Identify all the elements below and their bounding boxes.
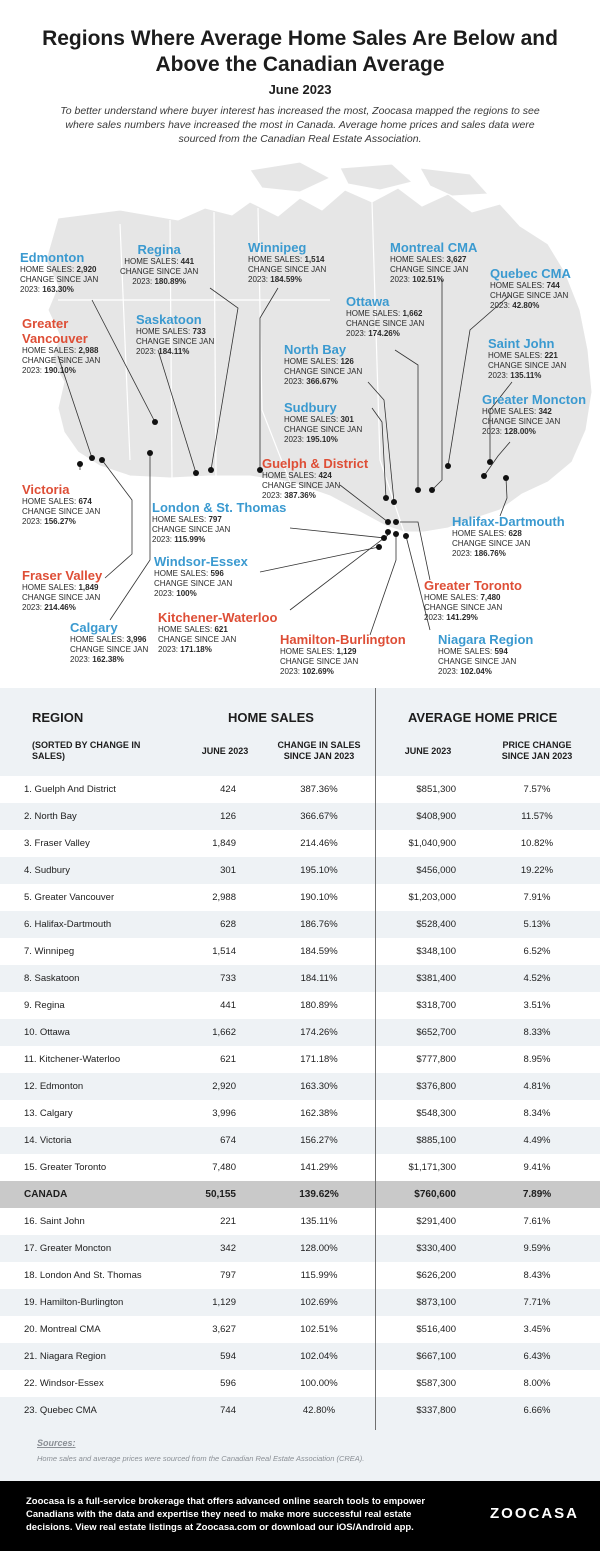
cell-avg-price: $1,040,900	[408, 838, 456, 849]
region-halifax: Halifax-Dartmouth HOME SALES: 628 CHANGE SINCE JAN 2023: 186.76%	[452, 514, 565, 558]
cell-sales-change: 162.38%	[300, 1108, 338, 1119]
cell-avg-price: $318,700	[416, 1000, 456, 1011]
table-row	[0, 803, 600, 830]
region-winnipeg: Winnipeg HOME SALES: 1,514 CHANGE SINCE JAN 2023: 184.59%	[248, 240, 327, 284]
cell-price-change: 7.71%	[523, 1297, 551, 1308]
cell-price-change: 9.41%	[523, 1162, 551, 1173]
table-row	[0, 1100, 600, 1127]
region-name: Fraser Valley	[22, 568, 103, 583]
region-sudbury: Sudbury HOME SALES: 301 CHANGE SINCE JAN 2023: 195.10%	[284, 400, 363, 444]
region-name: Niagara Region	[438, 632, 534, 647]
cell-home-sales: 594	[220, 1351, 236, 1362]
cell-region: 13. Calgary	[24, 1108, 73, 1119]
region-name: Victoria	[22, 482, 70, 497]
region-name: Guelph & District	[262, 456, 369, 471]
cell-home-sales: 628	[220, 919, 236, 930]
cell-region: 5. Greater Vancouver	[24, 892, 115, 903]
table-row	[0, 1208, 600, 1235]
cell-home-sales: 126	[220, 811, 236, 822]
table-row	[0, 1154, 600, 1181]
cell-region: 4. Sudbury	[24, 865, 70, 876]
cell-region: 23. Quebec CMA	[24, 1405, 97, 1416]
cell-avg-price: $851,300	[416, 784, 456, 795]
table-row	[0, 1262, 600, 1289]
cell-price-change: 3.45%	[523, 1324, 551, 1335]
dot-hamilton	[393, 531, 399, 537]
cell-region: 1. Guelph And District	[24, 784, 116, 795]
region-quebec: Quebec CMA HOME SALES: 744 CHANGE SINCE JAN 2023: 42.80%	[490, 266, 571, 310]
cell-price-change: 7.89%	[522, 1189, 552, 1200]
sources-label: Sources:	[37, 1438, 76, 1448]
cell-avg-price: $885,100	[416, 1135, 456, 1146]
cell-sales-change: 139.62%	[299, 1189, 339, 1200]
data-table	[0, 688, 600, 1430]
dot-halifax	[503, 475, 509, 481]
cell-home-sales: 221	[220, 1216, 236, 1227]
cell-sales-change: 115.99%	[300, 1270, 338, 1281]
header-change-sales: CHANGE IN SALES SINCE JAN 2023	[277, 740, 361, 761]
region-name: Regina	[137, 242, 181, 257]
region-name: Quebec CMA	[490, 266, 571, 281]
region-ottawa: Ottawa HOME SALES: 1,662 CHANGE SINCE JAN 2023: 174.26%	[346, 294, 425, 338]
cell-avg-price: $337,800	[416, 1405, 456, 1416]
dot-windsor	[376, 544, 382, 550]
cell-price-change: 19.22%	[520, 865, 554, 876]
region-name: Montreal CMA	[390, 240, 478, 255]
region-fraser-valley: Fraser Valley HOME SALES: 1,849 CHANGE SINCE JAN 2023: 214.46%	[22, 568, 103, 612]
cell-region: 8. Saskatoon	[24, 973, 80, 984]
cell-price-change: 7.57%	[523, 784, 551, 795]
table-row	[0, 884, 600, 911]
dot-guelph	[385, 519, 391, 525]
footer	[0, 1481, 600, 1551]
cell-sales-change: 42.80%	[302, 1405, 336, 1416]
dot-london	[381, 535, 387, 541]
region-montreal: Montreal CMA HOME SALES: 3,627 CHANGE SINCE JAN 2023: 102.51%	[390, 240, 478, 284]
header-region: REGION	[32, 710, 84, 725]
cell-home-sales: 441	[220, 1000, 236, 1011]
table-row	[0, 1127, 600, 1154]
cell-avg-price: $1,171,300	[408, 1162, 456, 1173]
region-hamilton: Hamilton-Burlington HOME SALES: 1,129 CHANGE SINCE JAN 2023: 102.69%	[280, 632, 406, 676]
region-greater-vancouver: Greater Vancouver HOME SALES: 2,988 CHANGE SINCE JAN 2023: 190.10%	[22, 316, 122, 376]
region-london: London & St. Thomas HOME SALES: 797 CHANGE SINCE JAN 2023: 115.99%	[152, 500, 287, 544]
cell-sales-change: 174.26%	[300, 1027, 338, 1038]
cell-price-change: 6.43%	[523, 1351, 551, 1362]
header-region-sub: (SORTED BY CHANGE IN SALES)	[32, 740, 141, 761]
region-name: Sudbury	[284, 400, 337, 415]
cell-price-change: 7.91%	[523, 892, 551, 903]
cell-region: 22. Windsor-Essex	[24, 1378, 104, 1389]
cell-sales-change: 387.36%	[300, 784, 338, 795]
table-row	[0, 965, 600, 992]
region-name: Calgary	[70, 620, 118, 635]
column-divider	[375, 688, 376, 1430]
table-row	[0, 1046, 600, 1073]
cell-price-change: 8.34%	[523, 1108, 551, 1119]
table-header	[0, 688, 600, 776]
cell-price-change: 6.66%	[523, 1405, 551, 1416]
cell-sales-change: 184.11%	[300, 973, 338, 984]
cell-sales-change: 135.11%	[300, 1216, 338, 1227]
island-north-2	[340, 164, 412, 190]
header-avg-price: AVERAGE HOME PRICE	[408, 710, 558, 725]
leader-hamilton	[370, 535, 396, 635]
cell-sales-change: 156.27%	[300, 1135, 338, 1146]
dot-sudbury	[383, 495, 389, 501]
cell-home-sales: 342	[220, 1243, 236, 1254]
table-row	[0, 992, 600, 1019]
region-name: Edmonton	[20, 250, 85, 265]
cell-home-sales: 3,996	[212, 1108, 236, 1119]
table-row	[0, 857, 600, 884]
table-row	[0, 1289, 600, 1316]
zoocasa-logo: ZOOCASA	[490, 1505, 579, 1522]
island-north-1	[250, 162, 330, 192]
sources	[0, 1430, 600, 1481]
table-row	[0, 1073, 600, 1100]
region-name: Saskatoon	[136, 312, 202, 327]
region-north-bay: North Bay HOME SALES: 126 CHANGE SINCE JAN 2023: 366.67%	[284, 342, 363, 386]
cell-price-change: 11.57%	[521, 811, 553, 822]
cell-price-change: 4.81%	[523, 1081, 551, 1092]
cell-sales-change: 102.04%	[300, 1351, 338, 1362]
cell-home-sales: 674	[220, 1135, 236, 1146]
cell-avg-price: $330,400	[416, 1243, 456, 1254]
cell-avg-price: $777,800	[416, 1054, 456, 1065]
region-name: North Bay	[284, 342, 347, 357]
leader-london	[290, 528, 385, 538]
cell-home-sales: 797	[220, 1270, 236, 1281]
dot-niagara	[403, 533, 409, 539]
dot-regina	[208, 467, 214, 473]
dot-saskatoon	[193, 470, 199, 476]
cell-price-change: 4.49%	[523, 1135, 551, 1146]
cell-avg-price: $587,300	[416, 1378, 456, 1389]
dot-north-bay	[391, 499, 397, 505]
region-name: Winnipeg	[248, 240, 307, 255]
cell-avg-price: $528,400	[416, 919, 456, 930]
cell-home-sales: 1,662	[212, 1027, 236, 1038]
cell-price-change: 9.59%	[523, 1243, 551, 1254]
region-name: Ottawa	[346, 294, 390, 309]
page-subtitle: June 2023	[268, 82, 332, 97]
cell-avg-price: $516,400	[416, 1324, 456, 1335]
dot-edmonton	[152, 419, 158, 425]
cell-region: 14. Victoria	[24, 1135, 72, 1146]
region-name: London & St. Thomas	[152, 500, 287, 515]
leader-fraser	[102, 460, 132, 578]
cell-region: 9. Regina	[24, 1000, 65, 1011]
cell-price-change: 5.13%	[523, 919, 551, 930]
region-name: Saint John	[488, 336, 555, 351]
dot-moncton	[487, 459, 493, 465]
leader-kitchener	[290, 535, 388, 610]
cell-sales-change: 195.10%	[300, 865, 338, 876]
cell-avg-price: $376,800	[416, 1081, 456, 1092]
dot-montreal	[429, 487, 435, 493]
canada-map	[0, 160, 600, 688]
header-price-change: PRICE CHANGE SINCE JAN 2023	[501, 740, 573, 761]
table-row-canada	[0, 1181, 600, 1208]
cell-sales-change: 102.51%	[300, 1324, 338, 1335]
region-saint-john: Saint John HOME SALES: 221 CHANGE SINCE JAN 2023: 135.11%	[488, 336, 567, 380]
page-title: Regions Where Average Home Sales Are Below and Above the Canadian Average	[42, 27, 558, 76]
header-june-price: JUNE 2023	[404, 746, 452, 756]
cell-home-sales: 596	[220, 1378, 236, 1389]
cell-avg-price: $348,100	[416, 946, 456, 957]
cell-avg-price: $667,100	[416, 1351, 456, 1362]
cell-sales-change: 190.10%	[300, 892, 338, 903]
table-row	[0, 830, 600, 857]
sources-text: Home sales and average prices were sourced from the Canadian Real Estate Association (CREA).	[37, 1454, 365, 1463]
cell-sales-change: 128.00%	[300, 1243, 338, 1254]
cell-home-sales: 733	[220, 973, 236, 984]
cell-price-change: 7.61%	[523, 1216, 551, 1227]
region-greater-moncton: Greater Moncton HOME SALES: 342 CHANGE SINCE JAN 2023: 128.00%	[482, 392, 587, 436]
region-name: Hamilton-Burlington	[280, 632, 406, 647]
cell-region: 18. London And St. Thomas	[24, 1270, 142, 1281]
cell-sales-change: 214.46%	[300, 838, 338, 849]
region-name: Greater Moncton	[482, 392, 587, 407]
cell-region: 21. Niagara Region	[24, 1351, 106, 1362]
cell-avg-price: $873,100	[416, 1297, 456, 1308]
cell-sales-change: 163.30%	[300, 1081, 338, 1092]
cell-home-sales: 424	[220, 784, 236, 795]
footer-text: Zoocasa is a full-service brokerage that offers advanced online search tools to empower Canadians with the data and expertise they need to make more successful real estate decisions. View real estate listings at Zoocasa.com or download our iOS/Android app.	[26, 1496, 426, 1533]
cell-avg-price: $408,900	[416, 811, 456, 822]
region-edmonton: Edmonton HOME SALES: 2,920 CHANGE SINCE JAN 2023: 163.30%	[20, 250, 99, 294]
cell-avg-price: $626,200	[416, 1270, 456, 1281]
region-greater-toronto: Greater Toronto HOME SALES: 7,480 CHANGE SINCE JAN 2023: 141.29%	[424, 578, 522, 622]
cell-home-sales: 2,920	[212, 1081, 236, 1092]
table-row	[0, 1019, 600, 1046]
cell-price-change: 8.43%	[523, 1270, 551, 1281]
cell-sales-change: 184.59%	[300, 946, 338, 957]
table-row	[0, 1316, 600, 1343]
cell-home-sales: 7,480	[212, 1162, 236, 1173]
cell-price-change: 8.95%	[523, 1054, 551, 1065]
cell-sales-change: 186.76%	[300, 919, 338, 930]
cell-home-sales: 1,849	[212, 838, 236, 849]
cell-home-sales: 744	[220, 1405, 236, 1416]
region-name: Greater Vancouver	[22, 316, 88, 346]
cell-price-change: 8.00%	[523, 1378, 551, 1389]
cell-avg-price: $548,300	[416, 1108, 456, 1119]
cell-avg-price: $1,203,000	[408, 892, 456, 903]
cell-region: 6. Halifax-Dartmouth	[24, 919, 112, 930]
leader-windsor	[260, 547, 379, 572]
cell-region: 19. Hamilton-Burlington	[24, 1297, 124, 1308]
cell-avg-price: $291,400	[416, 1216, 456, 1227]
region-kitchener: Kitchener-Waterloo HOME SALES: 621 CHANGE SINCE JAN 2023: 171.18%	[158, 610, 278, 654]
cell-home-sales: 1,129	[212, 1297, 236, 1308]
cell-region: 7. Winnipeg	[24, 946, 75, 957]
cell-home-sales: 301	[220, 865, 236, 876]
cell-home-sales: 3,627	[212, 1324, 236, 1335]
cell-region: 20. Montreal CMA	[24, 1324, 101, 1335]
cell-region: 10. Ottawa	[24, 1027, 70, 1038]
cell-avg-price: $381,400	[416, 973, 456, 984]
cell-home-sales: 50,155	[205, 1189, 236, 1200]
region-saskatoon: Saskatoon HOME SALES: 733 CHANGE SINCE JAN 2023: 184.11%	[136, 312, 215, 356]
cell-avg-price: $456,000	[416, 865, 456, 876]
cell-region: 11. Kitchener-Waterloo	[24, 1054, 121, 1065]
region-guelph: Guelph & District HOME SALES: 424 CHANGE SINCE JAN 2023: 387.36%	[262, 456, 369, 500]
region-regina: Regina HOME SALES: 441 CHANGE SINCE JAN 2023: 180.89%	[120, 242, 199, 286]
cell-price-change: 4.52%	[523, 973, 551, 984]
region-name: Greater Toronto	[424, 578, 522, 593]
cell-sales-change: 180.89%	[300, 1000, 338, 1011]
cell-region: CANADA	[24, 1189, 68, 1200]
cell-sales-change: 100.00%	[300, 1378, 338, 1389]
dot-quebec	[445, 463, 451, 469]
cell-region: 2. North Bay	[24, 811, 77, 822]
dot-saint-john	[481, 473, 487, 479]
intro-text: To better understand where buyer interest has increased the most, Zoocasa mapped the regions to see where sales numbers have increased the most in Canada. Average home prices and sales data were sourced from the Canadian Real Estate Association.	[60, 105, 540, 145]
header-june-sales: JUNE 2023	[201, 746, 249, 756]
table-row	[0, 1235, 600, 1262]
dot-kitchener	[385, 529, 391, 535]
region-windsor: Windsor-Essex HOME SALES: 596 CHANGE SINCE JAN 2023: 100%	[154, 554, 248, 598]
table-row	[0, 911, 600, 938]
cell-sales-change: 102.69%	[300, 1297, 338, 1308]
table-row	[0, 1370, 600, 1397]
table-row	[0, 776, 600, 803]
cell-region: 12. Edmonton	[24, 1081, 84, 1092]
cell-region: 15. Greater Toronto	[24, 1162, 107, 1173]
table-row	[0, 938, 600, 965]
dot-vancouver	[89, 455, 95, 461]
cell-price-change: 8.33%	[523, 1027, 551, 1038]
region-name: Windsor-Essex	[154, 554, 248, 569]
region-calgary: Calgary HOME SALES: 3,996 CHANGE SINCE JAN 2023: 162.38%	[70, 620, 149, 664]
region-victoria: Victoria HOME SALES: 674 CHANGE SINCE JAN 2023: 156.27%	[22, 482, 101, 526]
cell-price-change: 3.51%	[523, 1000, 551, 1011]
island-north-3	[420, 168, 488, 196]
table-row	[0, 1343, 600, 1370]
cell-sales-change: 366.67%	[300, 811, 338, 822]
region-name: Kitchener-Waterloo	[158, 610, 278, 625]
cell-home-sales: 2,988	[212, 892, 236, 903]
cell-region: 17. Greater Moncton	[24, 1243, 112, 1254]
region-niagara: Niagara Region HOME SALES: 594 CHANGE SINCE JAN 2023: 102.04%	[438, 632, 534, 676]
cell-home-sales: 1,514	[212, 946, 236, 957]
cell-price-change: 6.52%	[523, 946, 551, 957]
cell-home-sales: 621	[220, 1054, 236, 1065]
dot-calgary	[147, 450, 153, 456]
cell-region: 16. Saint John	[24, 1216, 85, 1227]
cell-sales-change: 141.29%	[300, 1162, 338, 1173]
cell-region: 3. Fraser Valley	[24, 838, 90, 849]
region-name: Halifax-Dartmouth	[452, 514, 565, 529]
cell-sales-change: 171.18%	[300, 1054, 338, 1065]
header-home-sales: HOME SALES	[228, 710, 314, 725]
dot-ottawa	[415, 487, 421, 493]
cell-avg-price: $652,700	[416, 1027, 456, 1038]
dot-fraser	[99, 457, 105, 463]
cell-avg-price: $760,600	[414, 1189, 456, 1200]
dot-toronto	[393, 519, 399, 525]
dot-victoria	[77, 461, 83, 467]
table-row	[0, 1397, 600, 1424]
cell-price-change: 10.82%	[520, 838, 554, 849]
